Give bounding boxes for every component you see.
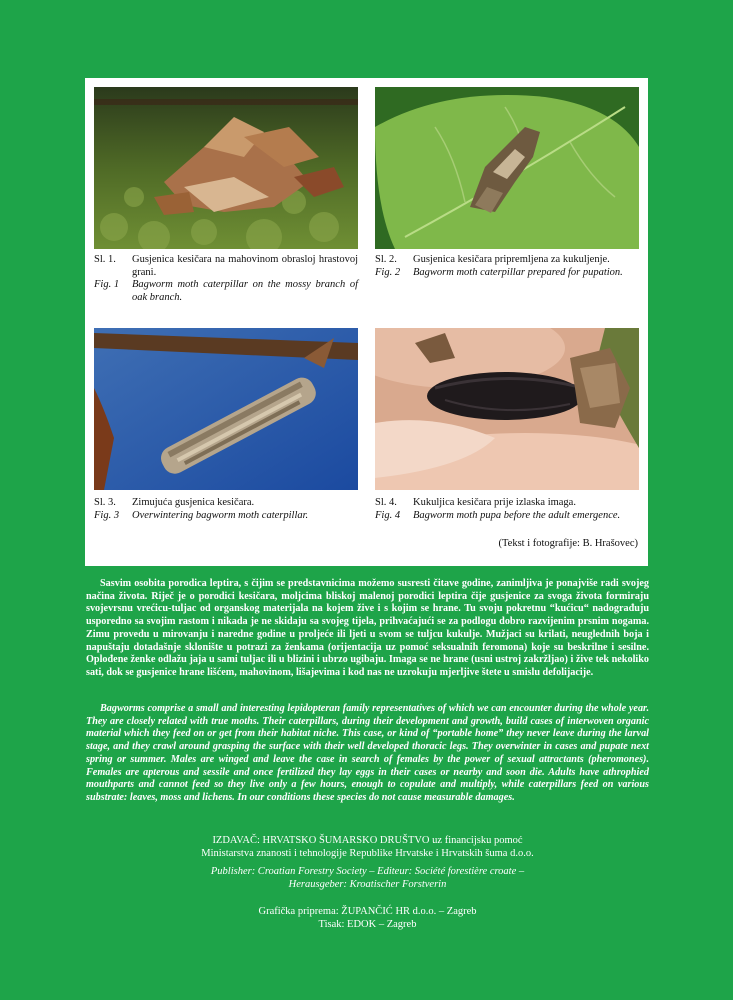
caption-2-sl-number: Sl. 2. bbox=[375, 254, 397, 265]
body-text-english: Bagworms comprise a small and interesting lepidopteran family representatives of which we can encounter during the whole year. They are closely related with true moths. Their caterpillars, during their development and growth, build cases of interwoven organic material which they feed on or get from their habitat niche. This case, or kind of “portable home” they never leave during the larval stage, and they crawl around grasping the surface with their well developed thoracic legs. They overwinter in cases and pupate next spring or summer. Males are winged and leave the case in search of females by the power of sexual attractants (pheromones). Females are apterous and sessile and once fertilized they lay eggs in their cases or nearby and soon die. Adults have athrophied mouthparts and cannot feed so they live only a few hours, enough to copulate and multiply, while caterpillars feed on various substrate: leaves, moss and lichens. In our conditions these species do not cause measurable damages. bbox=[86, 703, 649, 803]
caption-4-fig-number: Fig. 4 bbox=[375, 509, 401, 521]
caption-3-sl-number: Sl. 3. bbox=[94, 497, 116, 508]
caption-4 bbox=[375, 497, 639, 522]
caption-3-fig-text: Overwintering bagworm moth caterpillar. bbox=[132, 509, 309, 521]
publisher-line-hr bbox=[86, 834, 649, 847]
print-line: Tisak: EDOK – Zagreb bbox=[318, 919, 417, 930]
caption-3-sl-text: Zimujuća gusjenica kesičara. bbox=[132, 497, 255, 508]
caption-2-fig-number: Fig. 2 bbox=[375, 266, 401, 278]
publisher-footer bbox=[86, 834, 649, 931]
bagworm-on-moss-photo bbox=[94, 87, 358, 249]
caption-1 bbox=[94, 254, 358, 304]
pupa-on-finger-photo bbox=[375, 328, 639, 490]
photo-credit: (Tekst i fotografije: B. Hrašovec) bbox=[498, 538, 638, 549]
caption-2-sl-text: Gusjenica kesičara pripremljena za kukuljenje. bbox=[413, 254, 610, 265]
caption-3-fig-number: Fig. 3 bbox=[94, 509, 120, 521]
publisher-line-intl-1: Publisher: Croatian Forestry Society – Editeur: Société forestière croate – bbox=[210, 866, 525, 877]
publisher-line-intl-2: Herausgeber: Kroatischer Forstverin bbox=[288, 879, 447, 890]
figure-panel bbox=[85, 78, 648, 566]
publisher-name: IZDAVAČ: HRVATSKO ŠUMARSKO DRUŠTVO bbox=[212, 835, 430, 846]
caption-2 bbox=[375, 254, 639, 279]
caption-3 bbox=[94, 497, 358, 522]
overwintering-case-photo bbox=[94, 328, 358, 490]
publisher-support: uz financijsku pomoć bbox=[429, 835, 523, 846]
ministry-line: Ministarstva znanosti i tehnologije Republike Hrvatske i Hrvatskih šuma d.o.o. bbox=[201, 848, 534, 859]
caption-4-fig-text: Bagworm moth pupa before the adult emergence. bbox=[413, 509, 621, 521]
caption-1-fig-text: Bagworm moth caterpillar on the mossy branch of oak branch. bbox=[132, 279, 358, 303]
body-text-croatian: Sasvim osobita porodica leptira, s čijim se predstavnicima možemo susresti čitave godine, zanimljiva je ponajviše radi svojeg načina života. Riječ je o porodici kesičara, moljcima bliskoj malenoj porodici leptira čije gusjenice za svoga života formiraju svojevrsnu vrećicu-tuljac od organskog materijala na kojem žive i s kojim se hrane. Tu svoju pokretnu “kućicu“ nadograđuju usporedno sa svojim rastom i nikada je ne skidaju sa svojeg tijela, prihvaćajući se za podlogu dobro razvijenim prsnim nogama. Zimu provedu u mirovanju i naredne godine u proljeće ili ljeti u svom se tuljcu kukulje. Mužjaci su krilati, neuglednih boja i napuštaju dotadašnje sklonište u potrazi za ženkama (orijentacija uz pomoć seksualnih feromona) koje su beskrilne i sesilne. Oplođene ženke odlažu jaja u sami tuljac ili u blizini i ubrzo ugibaju. Imaga se ne hrane (usni ustroj zakržljao) i žive tek nekoliko sati, dok se gusjenice hrane lišćem, mahovinom, lišajevima i kod nas ne uzrokuju mjerljive štete u smislu defolijacije. bbox=[86, 578, 649, 678]
bagworm-on-leaf-photo bbox=[375, 87, 639, 249]
caption-2-fig-text: Bagworm moth caterpillar prepared for pupation. bbox=[413, 266, 623, 278]
caption-1-sl-text: Gusjenica kesičara na mahovinom obrasloj hrastovoj grani. bbox=[132, 254, 358, 278]
caption-1-sl-number: Sl. 1. bbox=[94, 254, 116, 265]
caption-1-fig-number: Fig. 1 bbox=[94, 279, 120, 290]
graphics-line: Grafička priprema: ŽUPANČIĆ HR d.o.o. – Zagreb bbox=[258, 906, 477, 917]
caption-4-sl-text: Kukuljica kesičara prije izlaska imaga. bbox=[413, 497, 576, 508]
caption-4-sl-number: Sl. 4. bbox=[375, 497, 397, 508]
